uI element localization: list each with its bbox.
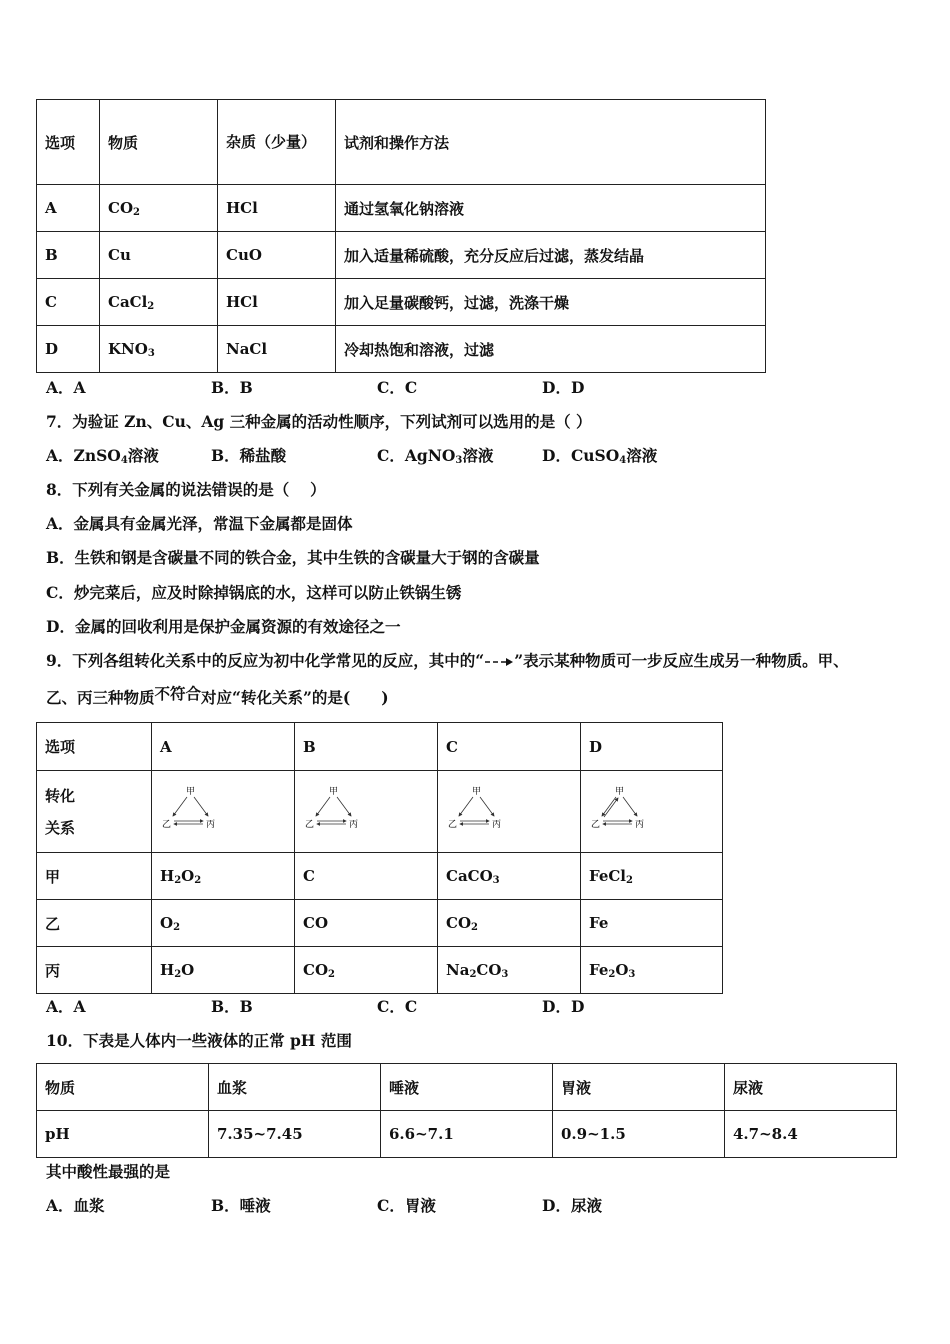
- option-a: A．ZnSO$_4$溶液: [46, 446, 159, 466]
- table-row: [37, 947, 723, 994]
- row-option: D: [37, 326, 100, 373]
- row-label: 甲: [37, 853, 152, 900]
- table-row: [37, 232, 766, 279]
- triangle-diagram-svg: [589, 785, 651, 835]
- q8-stem: 8．下列有关金属的说法错误的是（ ）: [46, 480, 326, 499]
- option-c: C．胃液: [377, 1196, 436, 1215]
- row-label: 丙: [37, 947, 152, 994]
- row-impurity: HCl: [218, 279, 336, 326]
- row-option: B: [37, 232, 100, 279]
- table-row: [37, 185, 766, 232]
- option-d: D．D: [542, 378, 585, 397]
- row-method: 冷却热饱和溶液，过滤: [336, 326, 766, 373]
- relation-label: 转化 关系: [37, 771, 152, 853]
- cell: 0.9~1.5: [553, 1111, 725, 1158]
- header-d: D: [581, 723, 723, 771]
- option-c: C．C: [377, 997, 418, 1016]
- row-method: 加入足量碳酸钙，过滤，洗涤干燥: [336, 279, 766, 326]
- table-row: [37, 1111, 897, 1158]
- q7-stem: 7．为验证 Zn、Cu、Ag 三种金属的活动性顺序，下列试剂可以选用的是（ ）: [46, 412, 592, 431]
- header-method: 试剂和操作方法: [336, 100, 766, 185]
- table-header-row: [37, 723, 723, 771]
- table-header-row: [37, 1064, 897, 1111]
- cell: $Fe_2O_3$: [581, 947, 723, 994]
- header-option: 选项: [37, 100, 100, 185]
- dashed-arrow-icon: [484, 656, 514, 668]
- option-a: A．A: [46, 997, 86, 1016]
- option-d: D．CuSO$_4$溶液: [542, 446, 658, 466]
- ph-table: [36, 1063, 897, 1158]
- label-jia: 甲: [615, 786, 625, 797]
- row-option: A: [37, 185, 100, 232]
- header-substance: 物质: [37, 1064, 209, 1111]
- q9-stem-line1: 9．下列各组转化关系中的反应为初中化学常见的反应，其中的“ ”表示某种物质可一步反应生成另一种物质。甲、: [46, 651, 849, 670]
- cell: 4.7~8.4: [725, 1111, 897, 1158]
- label-yi: 乙: [305, 819, 315, 830]
- triangle-diagram-b: [295, 771, 438, 853]
- triangle-diagram-svg: [303, 785, 365, 835]
- cell: $Na_2CO_3$: [438, 947, 581, 994]
- option-b: B．唾液: [211, 1196, 271, 1215]
- option-c: C．C: [377, 378, 418, 397]
- header-urine: 尿液: [725, 1064, 897, 1111]
- row-substance: Cu: [100, 232, 218, 279]
- row-impurity: NaCl: [218, 326, 336, 373]
- option-b: B．B: [211, 997, 253, 1016]
- table-header-row: [37, 100, 766, 185]
- cell: 7.35~7.45: [209, 1111, 381, 1158]
- label-yi: 乙: [162, 819, 172, 830]
- option-c: C．AgNO$_3$溶液: [377, 446, 494, 466]
- label-bing: 丙: [635, 819, 645, 830]
- row-option: C: [37, 279, 100, 326]
- cell: Fe: [581, 900, 723, 947]
- triangle-diagram-d: [581, 771, 723, 853]
- table-row: [37, 900, 723, 947]
- arrow-jia-bing: [480, 797, 494, 816]
- header-plasma: 血浆: [209, 1064, 381, 1111]
- cell: 6.6~7.1: [381, 1111, 553, 1158]
- cell: $CO_2$: [438, 900, 581, 947]
- triangle-diagram-a: [152, 771, 295, 853]
- option-a: A．A: [46, 378, 86, 397]
- cell: FeCl$_2$: [581, 853, 723, 900]
- label-yi: 乙: [591, 819, 601, 830]
- row-label: pH: [37, 1111, 209, 1158]
- label-yi: 乙: [448, 819, 458, 830]
- label-jia: 甲: [472, 786, 482, 797]
- row-method: 通过氢氧化钠溶液: [336, 185, 766, 232]
- label-jia: 甲: [329, 786, 339, 797]
- option-d: D．尿液: [542, 1196, 602, 1215]
- arrow-jia-bing: [194, 797, 208, 816]
- q10-question: 其中酸性最强的是: [46, 1162, 171, 1181]
- conversion-table: [36, 722, 723, 994]
- arrow-jia-yi: [459, 797, 473, 816]
- option-b: B．稀盐酸: [211, 446, 287, 465]
- label-bing: 丙: [206, 819, 216, 830]
- q9-stem-line2: 乙、丙三种物质不符合对应“转化关系”的是( ): [46, 684, 389, 707]
- header-impurity: 杂质（少量）: [218, 100, 336, 185]
- label-bing: 丙: [349, 819, 359, 830]
- cell: $O_2$: [152, 900, 295, 947]
- arrow-jia-yi: [316, 797, 330, 816]
- cell: $H_2O$: [152, 947, 295, 994]
- cell: $H_2O_2$: [152, 853, 295, 900]
- triangle-diagram-svg: [160, 785, 222, 835]
- header-gastric: 胃液: [553, 1064, 725, 1111]
- q8-option-c: C．炒完菜后，应及时除掉锅底的水，这样可以防止铁锅生锈: [46, 583, 462, 602]
- row-method: 加入适量稀硫酸，充分反应后过滤，蒸发结晶: [336, 232, 766, 279]
- q8-option-d: D．金属的回收利用是保护金属资源的有效途径之一: [46, 617, 401, 636]
- row-substance: CaCl$_2$: [100, 279, 218, 326]
- label-jia: 甲: [186, 786, 196, 797]
- arrow-yi-jia: [604, 798, 618, 817]
- triangle-diagram-c: [438, 771, 581, 853]
- header-option: 选项: [37, 723, 152, 771]
- q8-option-b: B．生铁和钢是含碳量不同的铁合金，其中生铁的含碳量大于钢的含碳量: [46, 548, 540, 567]
- arrow-jia-yi: [173, 797, 187, 816]
- table-row: [37, 326, 766, 373]
- cell: CO: [295, 900, 438, 947]
- label-bing: 丙: [492, 819, 502, 830]
- triangle-diagram-svg: [446, 785, 508, 835]
- table-row-relation: [37, 771, 723, 853]
- arrow-jia-bing: [623, 797, 637, 816]
- q10-stem: 10．下表是人体内一些液体的正常 pH 范围: [46, 1031, 352, 1050]
- row-label: 乙: [37, 900, 152, 947]
- arrow-jia-yi: [602, 797, 616, 816]
- table-row: [37, 279, 766, 326]
- cell: C: [295, 853, 438, 900]
- arrow-jia-bing: [337, 797, 351, 816]
- row-substance: $CO_2$: [100, 185, 218, 232]
- row-substance: $KNO_3$: [100, 326, 218, 373]
- cell: $CO_2$: [295, 947, 438, 994]
- option-b: B．B: [211, 378, 253, 397]
- q8-option-a: A．金属具有金属光泽，常温下金属都是固体: [46, 514, 353, 533]
- table-row: [37, 853, 723, 900]
- cell: CaCO$_3$: [438, 853, 581, 900]
- header-c: C: [438, 723, 581, 771]
- header-saliva: 唾液: [381, 1064, 553, 1111]
- purification-table: [36, 99, 766, 373]
- row-impurity: HCl: [218, 185, 336, 232]
- header-substance: 物质: [100, 100, 218, 185]
- header-b: B: [295, 723, 438, 771]
- row-impurity: CuO: [218, 232, 336, 279]
- option-a: A．血浆: [46, 1196, 105, 1215]
- option-d: D．D: [542, 997, 585, 1016]
- header-a: A: [152, 723, 295, 771]
